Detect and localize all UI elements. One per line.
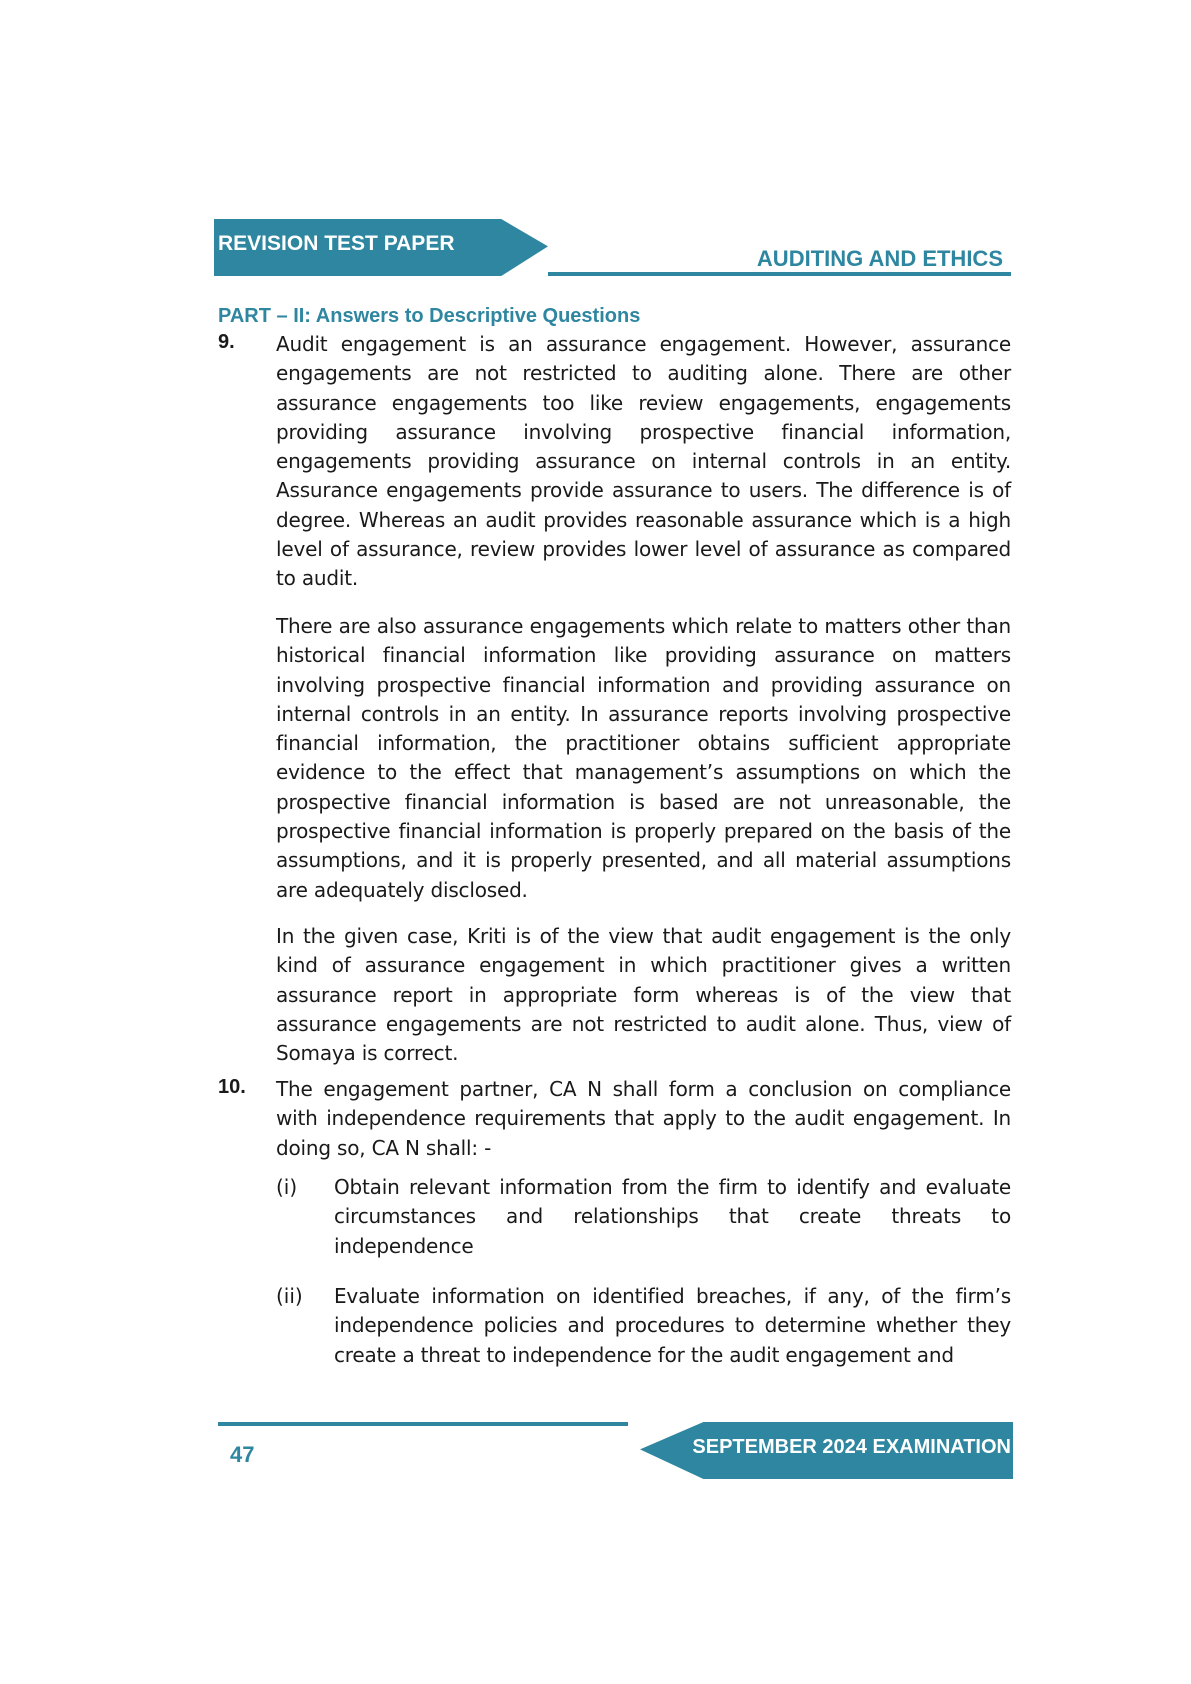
subject-title: AUDITING AND ETHICS bbox=[756, 246, 1003, 271]
page-number: 47 bbox=[230, 1442, 255, 1467]
part-heading: PART – II: Answers to Descriptive Questions bbox=[218, 305, 641, 327]
q10-item-label-1: (i) bbox=[276, 1175, 298, 1199]
question-number-9: 9. bbox=[218, 331, 235, 353]
header-rule bbox=[548, 272, 1011, 276]
q9-paragraph-1: Audit engagement is an assurance engagement. However, assurance engagements are not restricted to auditing alone. There are other assurance engagements too like review engagements, engagements providing assurance involving prospective financial information, engagements providing assurance on internal controls in an entity. Assurance engagements provide assurance to users. The difference is of degree. Whereas an audit provides reasonable assurance which is a high level of assurance, review provides lower level of assurance as compared to audit. bbox=[276, 332, 1011, 591]
q10-intro: The engagement partner, CA N shall form a conclusion on compliance with independence requirements that apply to the audit engagement. In doing so, CA N shall: - bbox=[276, 1077, 1011, 1160]
q9-paragraph-3: In the given case, Kriti is of the view that audit engagement is the only kind of assurance engagement in which practitioner gives a written assurance report in appropriate form whereas is of the view that assurance engagements are not restricted to audit alone. Thus, view of Somaya is correct. bbox=[276, 924, 1011, 1066]
q9-paragraph-2: There are also assurance engagements which relate to matters other than historical financial information like providing assurance on matters involving prospective financial information and providing assurance on internal controls in an entity. In assurance reports involving prospective financial information, the practitioner obtains sufficient appropriate evidence to the effect that management’s assumptions on which the prospective financial information is based are not unreasonable, the prospective financial information is properly prepared on the basis of the assumptions, and it is properly presented, and all material assumptions are adequately disclosed. bbox=[276, 614, 1011, 902]
q10-item-text-1: Obtain relevant information from the firm to identify and evaluate circumstances and relationships that create threats to independence bbox=[334, 1175, 1011, 1258]
q10-item-label-2: (ii) bbox=[276, 1284, 303, 1308]
q10-item-text-2: Evaluate information on identified breaches, if any, of the firm’s independence policies and procedures to determine whether they create a threat to independence for the audit engagement and bbox=[334, 1284, 1011, 1367]
exam-label: SEPTEMBER 2024 EXAMINATION bbox=[692, 1436, 1011, 1458]
question-number-10: 10. bbox=[218, 1076, 246, 1098]
paper-label: REVISION TEST PAPER bbox=[218, 232, 455, 255]
footer-rule bbox=[218, 1422, 628, 1426]
